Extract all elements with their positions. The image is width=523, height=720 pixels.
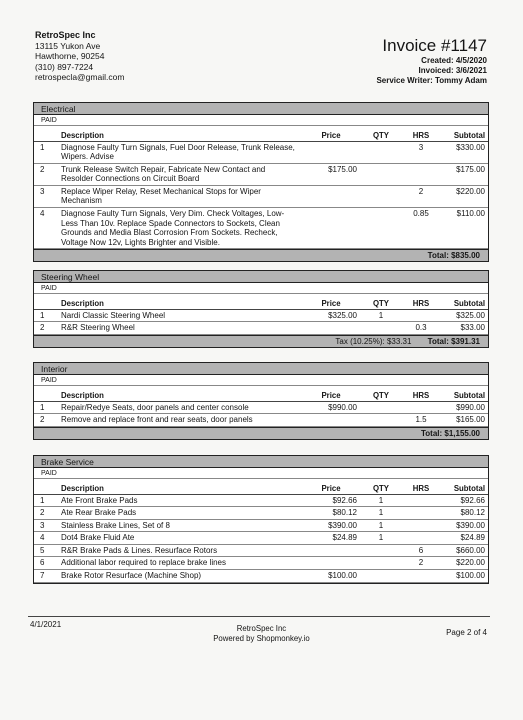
status-badge: PAID <box>34 115 488 126</box>
col-qty: QTY <box>360 479 402 494</box>
row-subtotal: $24.89 <box>440 532 488 545</box>
row-subtotal: $100.00 <box>440 570 488 583</box>
company-address-line1: 13115 Yukon Ave <box>35 40 101 51</box>
section-total <box>34 427 488 439</box>
col-description: Description <box>58 386 302 401</box>
section-total <box>34 335 488 347</box>
row-subtotal: $165.00 <box>440 414 488 427</box>
table-row <box>34 309 488 322</box>
row-hrs <box>402 507 440 520</box>
footer-page-number: Page 2 of 4 <box>446 628 487 637</box>
row-price <box>302 414 360 427</box>
row-description: Repair/Redye Seats, door panels and center console <box>58 401 302 414</box>
row-subtotal: $175.00 <box>440 163 488 185</box>
section-total-amount: Total: $391.31 <box>427 336 480 346</box>
row-hrs: 2 <box>402 185 440 207</box>
row-price: $92.66 <box>302 494 360 507</box>
table-header-row <box>34 479 488 494</box>
row-subtotal: $92.66 <box>440 494 488 507</box>
row-qty: 1 <box>360 507 402 520</box>
section-steering-wheel <box>33 270 489 348</box>
status-badge: PAID <box>34 468 488 479</box>
section-title: Interior <box>34 363 488 375</box>
row-hrs <box>402 519 440 532</box>
row-price <box>302 322 360 335</box>
row-hrs: 3 <box>402 141 440 163</box>
table-row <box>34 519 488 532</box>
footer-divider <box>28 616 490 617</box>
row-subtotal: $220.00 <box>440 557 488 570</box>
row-subtotal: $990.00 <box>440 401 488 414</box>
footer-company: RetroSpec Inc <box>236 624 287 633</box>
table-row <box>34 557 488 570</box>
col-price: Price <box>302 126 360 141</box>
row-qty <box>360 185 402 207</box>
invoice-title: Invoice #1147 <box>382 36 487 55</box>
row-description: R&R Steering Wheel <box>58 322 302 335</box>
row-hrs: 2 <box>402 557 440 570</box>
row-hrs: 0.85 <box>402 208 440 249</box>
row-number: 2 <box>34 507 58 520</box>
row-hrs <box>402 494 440 507</box>
row-number: 2 <box>34 322 58 335</box>
col-hrs: HRS <box>402 386 440 401</box>
row-hrs <box>402 163 440 185</box>
line-items-table <box>34 386 488 427</box>
row-hrs: 0.3 <box>402 322 440 335</box>
line-items-table <box>34 126 488 249</box>
row-qty: 1 <box>360 532 402 545</box>
row-description: Trunk Release Switch Repair, Fabricate New Contact and Resolder Connections on Circuit Board <box>58 163 302 185</box>
row-qty <box>360 141 402 163</box>
section-total-amount: Total: $1,155.00 <box>421 428 480 438</box>
section-tax: Tax (10.25%): $33.31 <box>335 336 412 346</box>
col-subtotal: Subtotal <box>440 126 488 141</box>
col-description: Description <box>58 479 302 494</box>
row-number: 4 <box>34 208 58 249</box>
line-items-table <box>34 479 488 583</box>
row-price <box>302 557 360 570</box>
table-row <box>34 414 488 427</box>
section-title: Brake Service <box>34 456 488 468</box>
row-description: Ate Front Brake Pads <box>58 494 302 507</box>
col-subtotal: Subtotal <box>440 386 488 401</box>
row-description: Nardi Classic Steering Wheel <box>58 309 302 322</box>
row-subtotal: $80.12 <box>440 507 488 520</box>
table-header-row <box>34 126 488 141</box>
row-subtotal: $325.00 <box>440 309 488 322</box>
table-row <box>34 544 488 557</box>
col-qty: QTY <box>360 386 402 401</box>
row-hrs <box>402 570 440 583</box>
row-hrs: 1.5 <box>402 414 440 427</box>
table-row <box>34 494 488 507</box>
row-hrs <box>402 401 440 414</box>
row-price: $100.00 <box>302 570 360 583</box>
row-number: 1 <box>34 309 58 322</box>
section-title: Electrical <box>34 103 488 115</box>
col-price: Price <box>302 294 360 309</box>
col-subtotal: Subtotal <box>440 479 488 494</box>
row-number: 2 <box>34 414 58 427</box>
footer-center <box>0 624 523 643</box>
row-qty: 1 <box>360 309 402 322</box>
row-price: $325.00 <box>302 309 360 322</box>
col-price: Price <box>302 386 360 401</box>
row-subtotal: $220.00 <box>440 185 488 207</box>
row-description: Additional labor required to replace brake lines <box>58 557 302 570</box>
col-hrs: HRS <box>402 126 440 141</box>
row-price: $24.89 <box>302 532 360 545</box>
col-description: Description <box>58 126 302 141</box>
status-badge: PAID <box>34 375 488 386</box>
line-items-table <box>34 294 488 335</box>
row-price: $990.00 <box>302 401 360 414</box>
col-hrs: HRS <box>402 294 440 309</box>
row-qty: 1 <box>360 519 402 532</box>
section-electrical <box>33 102 489 262</box>
row-subtotal: $390.00 <box>440 519 488 532</box>
row-number: 3 <box>34 185 58 207</box>
section-title: Steering Wheel <box>34 271 488 283</box>
row-number: 2 <box>34 163 58 185</box>
footer-powered-by: Powered by Shopmonkey.io <box>213 633 310 643</box>
company-address-line2: Hawthorne, 90254 <box>35 51 105 62</box>
row-price <box>302 544 360 557</box>
row-number: 6 <box>34 557 58 570</box>
section-total-amount: Total: $835.00 <box>427 251 480 261</box>
invoice-created: Created: 4/5/2020 <box>421 56 487 65</box>
col-price: Price <box>302 479 360 494</box>
col-qty: QTY <box>360 126 402 141</box>
col-subtotal: Subtotal <box>440 294 488 309</box>
row-subtotal: $660.00 <box>440 544 488 557</box>
section-interior <box>33 362 489 440</box>
row-description: Replace Wiper Relay, Reset Mechanical Stops for Wiper Mechanism <box>58 185 302 207</box>
invoice-header <box>376 36 487 86</box>
row-price: $80.12 <box>302 507 360 520</box>
company-name: RetroSpec Inc <box>35 30 96 40</box>
row-hrs <box>402 309 440 322</box>
row-description: Dot4 Brake Fluid Ate <box>58 532 302 545</box>
row-qty <box>360 163 402 185</box>
table-row <box>34 322 488 335</box>
table-row <box>34 570 488 583</box>
row-description: Remove and replace front and rear seats, door panels <box>58 414 302 427</box>
row-price: $175.00 <box>302 163 360 185</box>
row-qty <box>360 208 402 249</box>
row-number: 3 <box>34 519 58 532</box>
row-qty <box>360 544 402 557</box>
table-row <box>34 185 488 207</box>
table-header-row <box>34 294 488 309</box>
invoice-invoiced: Invoiced: 3/6/2021 <box>418 66 487 75</box>
company-phone: (310) 897-7224 <box>35 61 94 72</box>
row-subtotal: $330.00 <box>440 141 488 163</box>
row-number: 1 <box>34 494 58 507</box>
row-description: Diagnose Faulty Turn Signals, Fuel Door Release, Trunk Release, Wipers. Advise <box>58 141 302 163</box>
table-row <box>34 507 488 520</box>
table-header-row <box>34 386 488 401</box>
row-subtotal: $110.00 <box>440 208 488 249</box>
row-subtotal: $33.00 <box>440 322 488 335</box>
row-qty: 1 <box>360 494 402 507</box>
row-description: Ate Rear Brake Pads <box>58 507 302 520</box>
row-number: 7 <box>34 570 58 583</box>
table-row <box>34 163 488 185</box>
section-brake-service <box>33 455 489 584</box>
company-info <box>35 30 124 83</box>
row-number: 5 <box>34 544 58 557</box>
status-badge: PAID <box>34 283 488 294</box>
row-number: 1 <box>34 401 58 414</box>
footer-date: 4/1/2021 <box>30 620 62 629</box>
row-price <box>302 208 360 249</box>
row-hrs <box>402 532 440 545</box>
row-price <box>302 185 360 207</box>
row-number: 1 <box>34 141 58 163</box>
company-email: retrospecla@gmail.com <box>35 72 125 83</box>
row-description: Diagnose Faulty Turn Signals, Very Dim. Check Voltages, Low-Less Than 10v. Replace Spade Connectors to Sockets, Clean Grounds and Media Blast Corrosion From Sockets. Recheck, Voltage Now 12v, Lights Brighter and Visible. <box>58 208 302 249</box>
row-description: Stainless Brake Lines, Set of 8 <box>58 519 302 532</box>
table-row <box>34 141 488 163</box>
row-qty <box>360 570 402 583</box>
row-qty <box>360 401 402 414</box>
row-price: $390.00 <box>302 519 360 532</box>
invoice-service-writer: Service Writer: Tommy Adam <box>376 76 487 85</box>
row-qty <box>360 557 402 570</box>
row-qty <box>360 414 402 427</box>
row-hrs: 6 <box>402 544 440 557</box>
section-total <box>34 249 488 261</box>
row-number: 4 <box>34 532 58 545</box>
table-row <box>34 208 488 249</box>
col-description: Description <box>58 294 302 309</box>
row-qty <box>360 322 402 335</box>
table-row <box>34 401 488 414</box>
row-description: Brake Rotor Resurface (Machine Shop) <box>58 570 302 583</box>
col-hrs: HRS <box>402 479 440 494</box>
row-description: R&R Brake Pads & Lines. Resurface Rotors <box>58 544 302 557</box>
col-qty: QTY <box>360 294 402 309</box>
row-price <box>302 141 360 163</box>
table-row <box>34 532 488 545</box>
